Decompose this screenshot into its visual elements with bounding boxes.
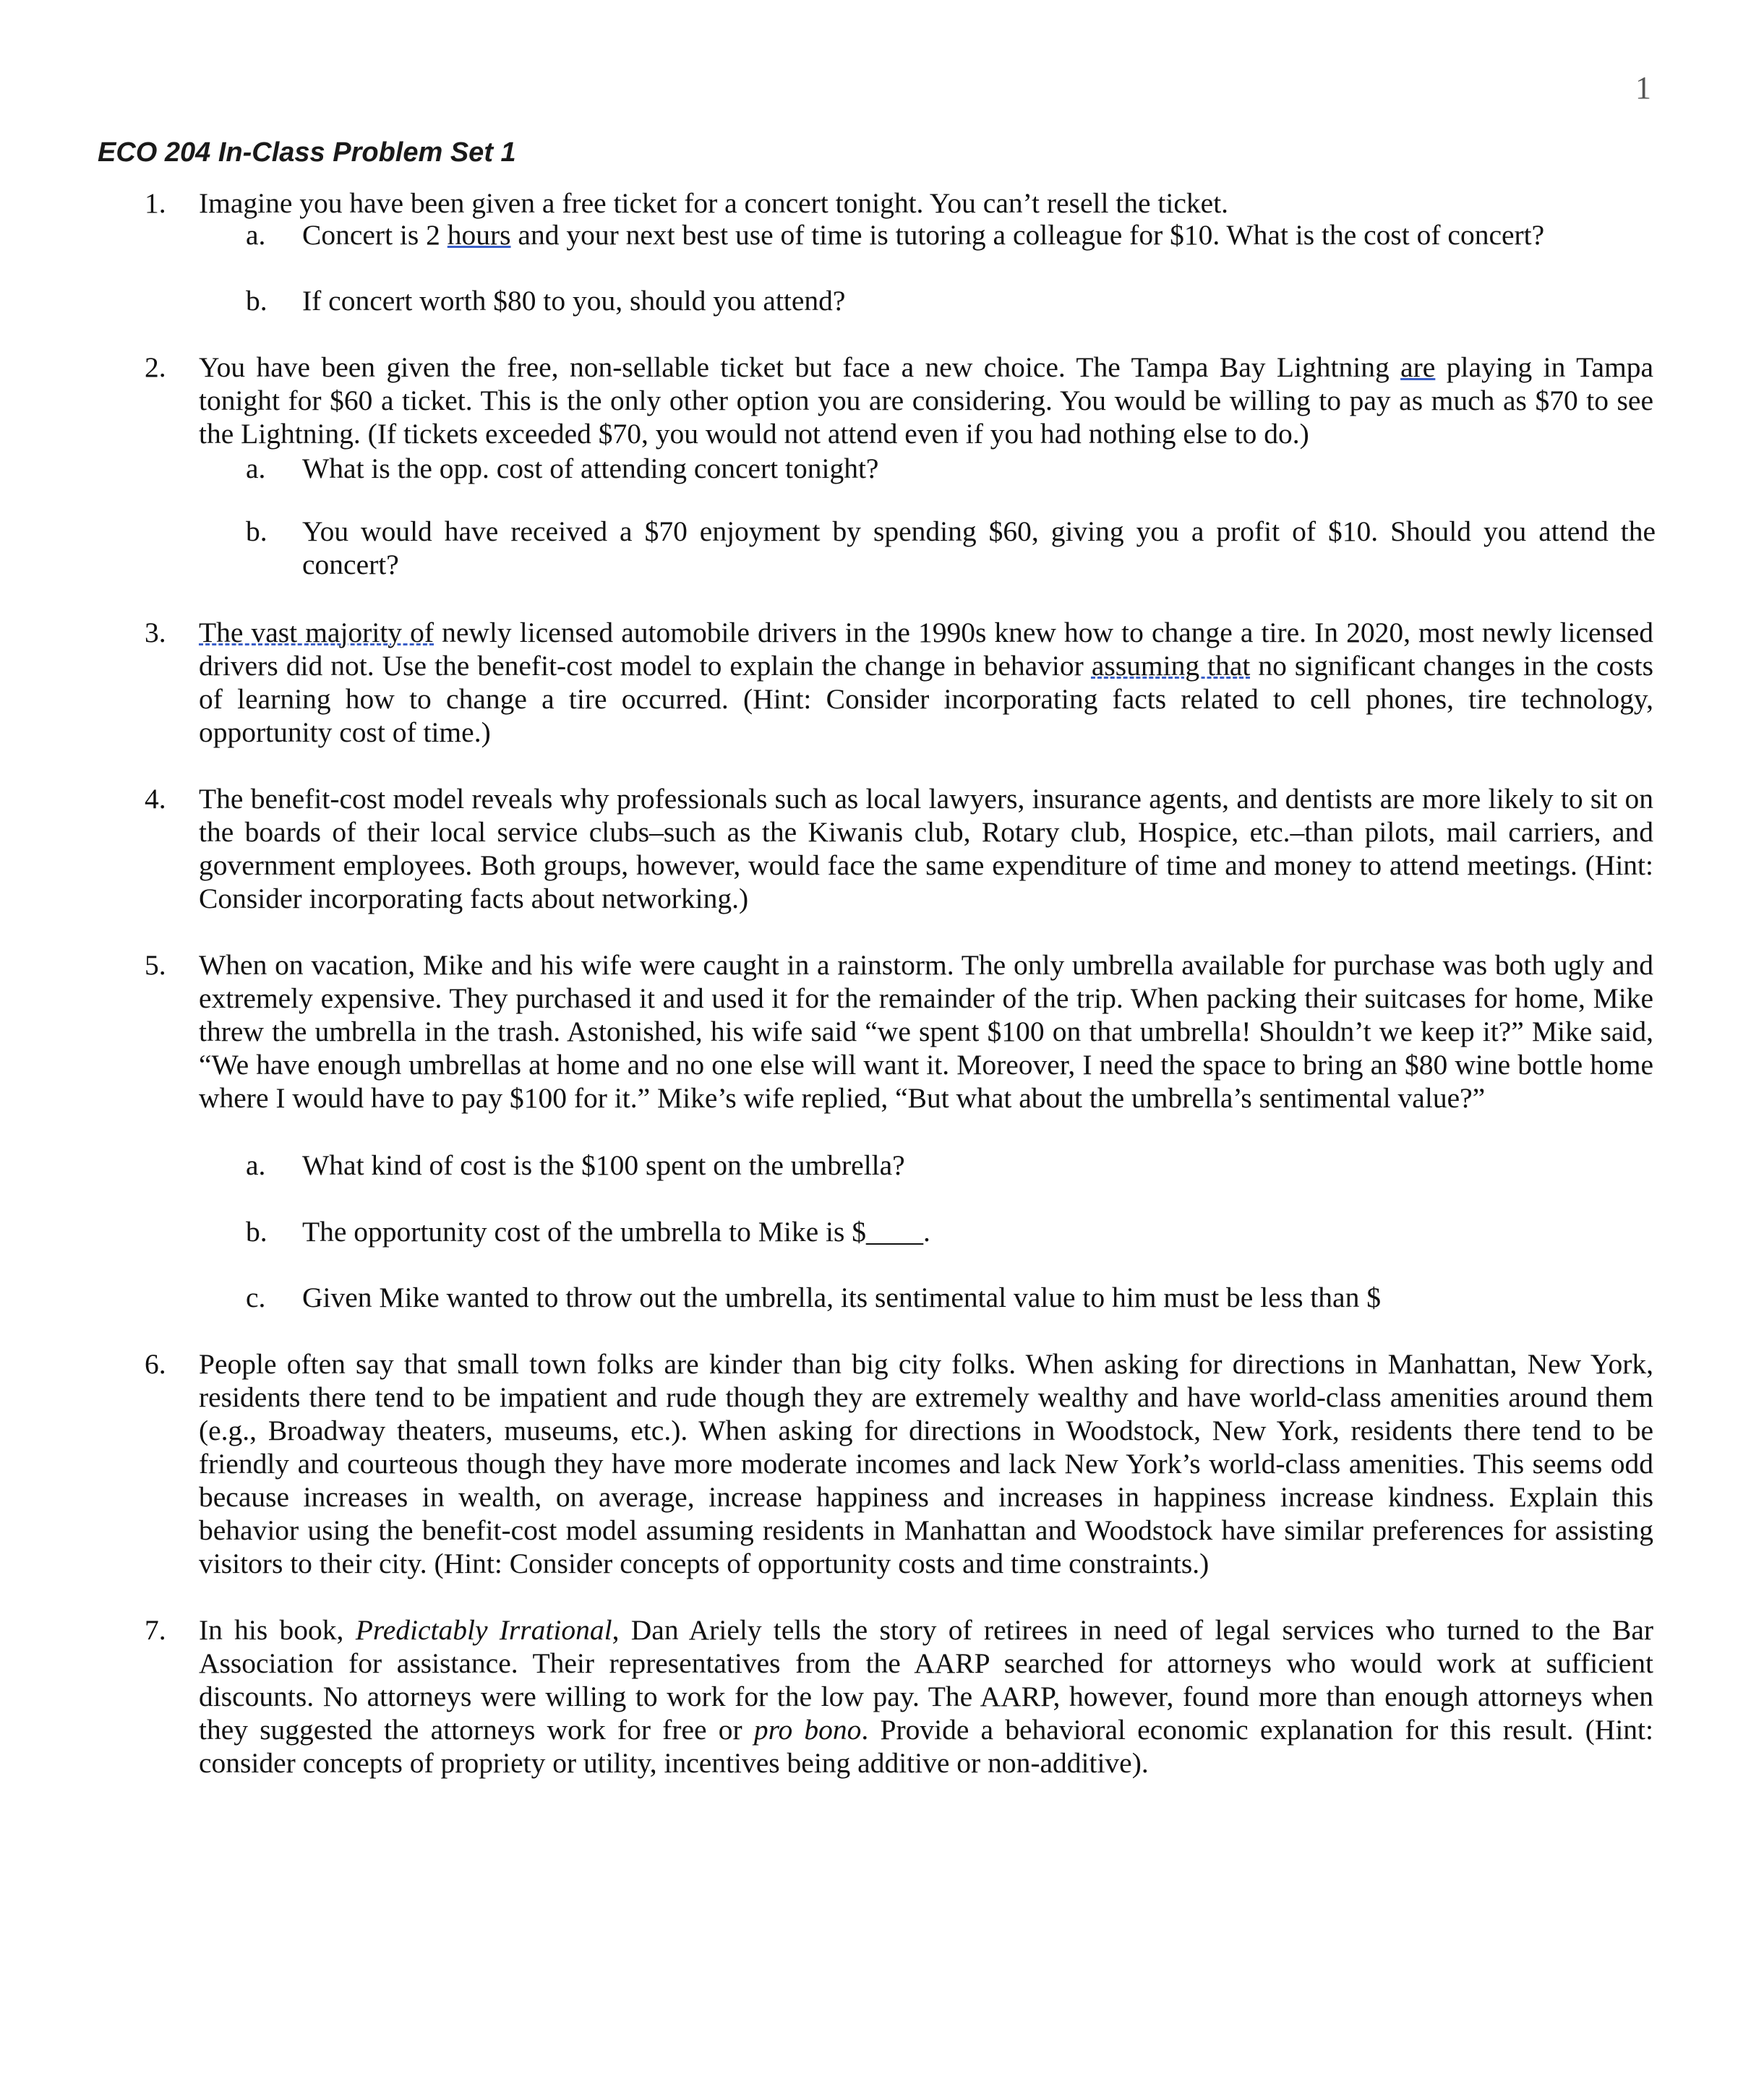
sub-letter: b. <box>246 515 267 547</box>
question-text: Imagine you have been given a free ticket for a concert tonight. You can’t resell the ticket. <box>199 187 1229 219</box>
grammar-flag: are <box>1400 351 1436 383</box>
question-number: 6. <box>145 1348 166 1380</box>
sub-text: Concert is 2 hours and your next best use of time is tutoring a colleague for $10. What is the cost of concert? <box>302 219 1545 251</box>
sub-letter: a. <box>246 219 266 251</box>
sub-letter: a. <box>246 452 266 484</box>
page-title: ECO 204 In-Class Problem Set 1 <box>98 137 516 168</box>
question-text: The vast majority of newly licensed automobile drivers in the 1990s knew how to change a tire. In 2020, most newly licensed drivers did not. Use the benefit-cost model to explain the change in behavior assuming that no significant changes in the costs of learning how to change a tire occurred. (Hint: Consider incorporating facts related to cell phones, tire technology, opportunity cost of time.) <box>199 617 1653 748</box>
sub-text: Given Mike wanted to throw out the umbrella, its sentimental value to him must be less than $ <box>302 1282 1381 1313</box>
page-number: 1 <box>1635 70 1651 106</box>
question-text: You have been given the free, non-sellable ticket but face a new choice. The Tampa Bay Lightning are playing in Tampa tonight for $60 a ticket. This is the only other option you are considering. You would be willing to pay as much as $70 to see the Lightning. (If tickets exceeded $70, you would not attend even if you had nothing else to do.) <box>199 351 1653 450</box>
book-title: Predictably Irrational <box>355 1614 612 1646</box>
grammar-flag: assuming that <box>1091 650 1251 682</box>
question-number: 1. <box>145 187 166 219</box>
sub-letter: b. <box>246 285 267 317</box>
sub-text: The opportunity cost of the umbrella to Mike is $____. <box>302 1216 930 1248</box>
grammar-flag: The vast majority of <box>199 617 434 648</box>
sub-text: What kind of cost is the $100 spent on the umbrella? <box>302 1149 905 1181</box>
question-text: People often say that small town folks are kinder than big city folks. When asking for directions in Manhattan, New York, residents there tend to be impatient and rude though they are extremely wealthy and have world-class amenities around them (e.g., Broadway theaters, museums, etc.). When asking for directions in Woodstock, New York, residents there tend to be friendly and courteous though they have more moderate incomes and lack New York’s world-class amenities. This seems odd because increases in wealth, on average, increase happiness and increases in happiness increase kindness. Explain this behavior using the benefit-cost model assuming residents in Manhattan and Woodstock have similar preferences for assisting visitors to their city. (Hint: Consider concepts of opportunity costs and time constraints.) <box>199 1348 1653 1579</box>
grammar-flag: hours <box>447 219 511 251</box>
sub-text: If concert worth $80 to you, should you attend? <box>302 285 846 317</box>
question-number: 7. <box>145 1614 166 1646</box>
sub-letter: c. <box>246 1282 266 1313</box>
sub-text: What is the opp. cost of attending concert tonight? <box>302 452 879 484</box>
question-text: When on vacation, Mike and his wife were caught in a rainstorm. The only umbrella available for purchase was both ugly and extremely expensive. They purchased it and used it for the remainder of the trip. When packing their suitcases for home, Mike threw the umbrella in the trash. Astonished, his wife said “we spent $100 on that umbrella! Shouldn’t we keep it?” Mike said, “We have enough umbrellas at home and no one else will want it. Moreover, I need the space to bring an $80 wine bottle home where I would have to pay $100 for it.” Mike’s wife replied, “But what about the umbrella’s sentimental value?” <box>199 949 1653 1114</box>
sub-letter: b. <box>246 1216 267 1248</box>
sub-letter: a. <box>246 1149 266 1181</box>
latin-term: pro bono <box>753 1714 862 1746</box>
question-number: 4. <box>145 783 166 815</box>
question-text: In his book, Predictably Irrational, Dan Ariely tells the story of retirees in need of legal services who turned to the Bar Association for assistance. Their representatives from the AARP searched for attorneys who would work at sufficient discounts. No attorneys were willing to work for the low pay. The AARP, however, found more than enough attorneys when they suggested the attorneys work for free or pro bono. Provide a behavioral economic explanation for this result. (Hint: consider concepts of propriety or utility, incentives being additive or non-additive). <box>199 1614 1654 1779</box>
question-number: 2. <box>145 351 166 383</box>
sub-text: You would have received a $70 enjoyment by spending $60, giving you a profit of $10. Should you attend the concert? <box>302 515 1656 580</box>
question-text: The benefit-cost model reveals why professionals such as local lawyers, insurance agents, and dentists are more likely to sit on the boards of their local service clubs–such as the Kiwanis club, Rotary club, Hospice, etc.–than pilots, mail carriers, and government employees. Both groups, however, would face the same expenditure of time and money to attend meetings. (Hint: Consider incorporating facts about networking.) <box>199 783 1653 914</box>
question-number: 3. <box>145 617 166 648</box>
question-number: 5. <box>145 949 166 981</box>
